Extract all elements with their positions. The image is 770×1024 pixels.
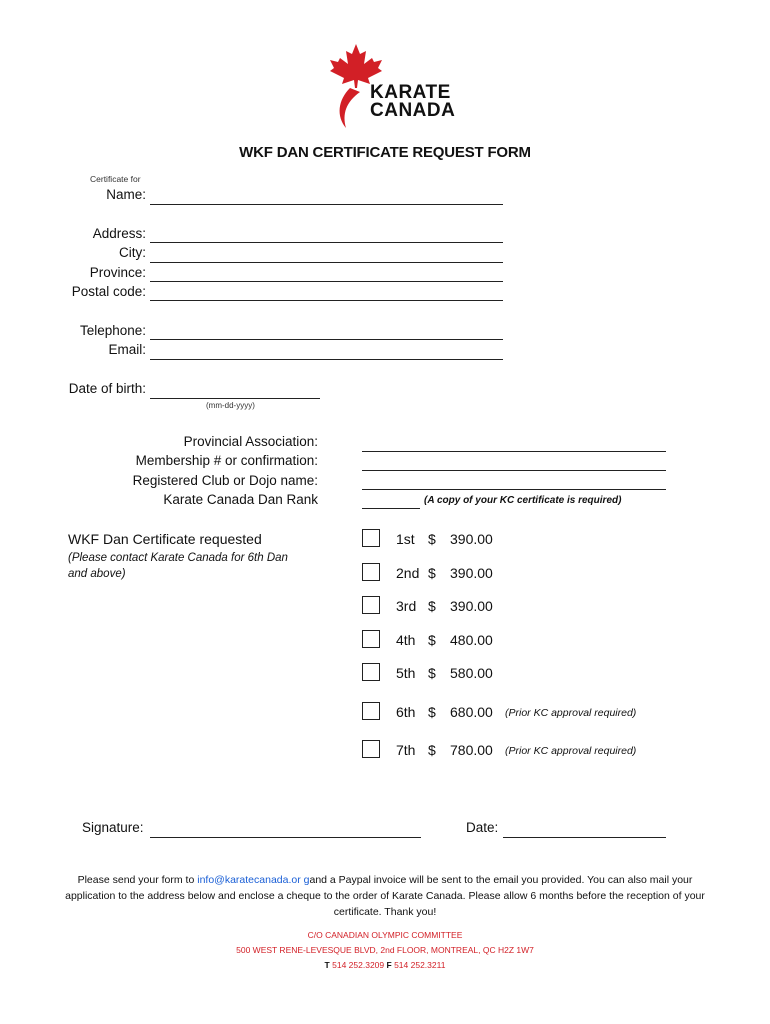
dan-option-price: 390.00 xyxy=(450,565,493,581)
address-label: Address: xyxy=(92,226,146,241)
footer-address xyxy=(0,928,770,973)
dan-option-rank: 2nd xyxy=(396,565,420,581)
dan-rank-note: (A copy of your KC certificate is required) xyxy=(424,495,622,506)
dan-option-rank: 5th xyxy=(396,665,416,681)
name-input[interactable] xyxy=(150,204,503,205)
telephone-input[interactable] xyxy=(150,339,503,340)
dan-option-currency: $ xyxy=(428,598,436,614)
certificate-for-label: Certificate for xyxy=(90,174,141,184)
logo-text xyxy=(370,84,455,120)
dan-option-price: 390.00 xyxy=(450,531,493,547)
signature-label: Signature: xyxy=(82,820,144,835)
address-line-1: C/O CANADIAN OLYMPIC COMMITTEE xyxy=(307,930,463,940)
dob-label: Date of birth: xyxy=(68,381,146,396)
dan-option-checkbox[interactable] xyxy=(362,563,380,581)
karate-canada-logo xyxy=(330,40,456,132)
dan-option-price: 480.00 xyxy=(450,632,493,648)
fax-number: 514 252.3211 xyxy=(394,960,446,970)
logo-line-2: CANADA xyxy=(370,100,456,121)
dan-option-currency: $ xyxy=(428,531,436,547)
membership-label: Membership # or confirmation: xyxy=(135,453,318,468)
dan-rank-input[interactable] xyxy=(362,508,420,509)
dan-option-approval-note: (Prior KC approval required) xyxy=(505,707,637,719)
logo-line-1: KARATE xyxy=(370,82,451,103)
dan-option-checkbox[interactable] xyxy=(362,740,380,758)
footer-text-after: and a Paypal invoice will be sent to the email you provided. You can also mail your application to the address below and enclose a cheque to the order of Karate Canada. Please allow 6 months before the reception of your certificate. Thank you! xyxy=(65,874,705,918)
postal-code-label: Postal code: xyxy=(71,284,146,299)
provincial-association-label: Provincial Association: xyxy=(183,434,318,449)
address-phone-line xyxy=(0,958,770,973)
certificate-requested-note: (Please contact Karate Canada for 6th Dan and above) xyxy=(68,552,288,580)
date-input[interactable] xyxy=(503,837,666,838)
dan-option-checkbox[interactable] xyxy=(362,529,380,547)
dan-option-price: 580.00 xyxy=(450,665,493,681)
email-label: Email: xyxy=(108,342,146,357)
dan-option-currency: $ xyxy=(428,632,436,648)
date-label: Date: xyxy=(466,820,499,835)
phone-t: T xyxy=(324,960,330,970)
phone-number: 514 252.3209 xyxy=(332,960,385,970)
footer-email-link[interactable]: info@karatecanada.or g xyxy=(197,874,310,886)
dan-option-currency: $ xyxy=(428,742,436,758)
dan-option-currency: $ xyxy=(428,565,436,581)
dan-option-rank: 1st xyxy=(396,531,415,547)
dan-rank-label: Karate Canada Dan Rank xyxy=(163,492,318,507)
club-input[interactable] xyxy=(362,489,666,490)
footer-instructions xyxy=(60,872,710,920)
dan-option-rank: 7th xyxy=(396,742,416,758)
telephone-label: Telephone: xyxy=(79,323,146,338)
dan-option-currency: $ xyxy=(428,665,436,681)
city-input[interactable] xyxy=(150,262,503,263)
name-label: Name: xyxy=(106,187,146,202)
form-title: WKF DAN CERTIFICATE REQUEST FORM xyxy=(239,144,531,161)
signature-input[interactable] xyxy=(150,837,421,838)
certificate-requested-label: WKF Dan Certificate requested xyxy=(68,531,262,547)
address-input[interactable] xyxy=(150,242,503,243)
city-label: City: xyxy=(119,245,146,260)
dan-option-rank: 3rd xyxy=(396,598,417,614)
dan-option-checkbox[interactable] xyxy=(362,630,380,648)
province-label: Province: xyxy=(89,265,146,280)
dan-option-rank: 6th xyxy=(396,704,416,720)
dan-option-checkbox[interactable] xyxy=(362,702,380,720)
club-label: Registered Club or Dojo name: xyxy=(132,473,318,488)
dan-option-rank: 4th xyxy=(396,632,416,648)
email-input[interactable] xyxy=(150,359,503,360)
dan-option-price: 780.00 xyxy=(450,742,493,758)
fax-f: F xyxy=(386,960,392,970)
dob-input[interactable] xyxy=(150,398,320,399)
province-input[interactable] xyxy=(150,281,503,282)
footer-text-before: Please send your form to xyxy=(77,874,198,886)
dan-option-checkbox[interactable] xyxy=(362,663,380,681)
dan-option-currency: $ xyxy=(428,704,436,720)
membership-input[interactable] xyxy=(362,470,666,471)
postal-code-input[interactable] xyxy=(150,300,503,301)
dob-format-hint: (mm-dd-yyyy) xyxy=(206,401,255,410)
dan-option-price: 390.00 xyxy=(450,598,493,614)
address-line-2: 500 WEST RENE-LEVESQUE BLVD, 2nd FLOOR, MONTREAL, QC H2Z 1W7 xyxy=(236,945,534,955)
dan-option-price: 680.00 xyxy=(450,704,493,720)
dan-option-checkbox[interactable] xyxy=(362,596,380,614)
dan-option-approval-note: (Prior KC approval required) xyxy=(505,745,637,757)
provincial-association-input[interactable] xyxy=(362,451,666,452)
